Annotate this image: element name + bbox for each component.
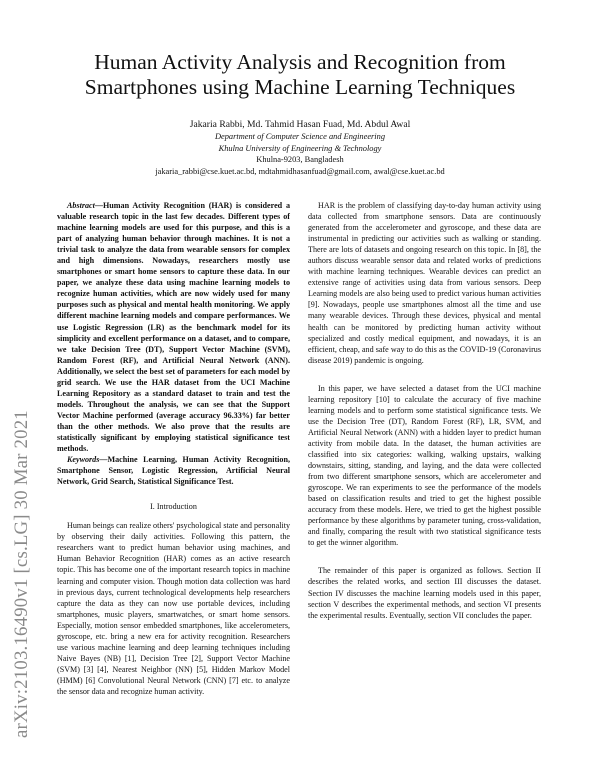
title-line-2: Smartphones using Machine Learning Techniques: [84, 75, 516, 99]
department: Department of Computer Science and Engineering: [214, 132, 386, 141]
keywords-text: —Machine Learning, Human Activity Recognition, Smartphone Sensor, Logistic Regression, Artificial Neural Network, Grid Search, Statistical Significance Test.: [57, 455, 290, 487]
left-column: [57, 200, 290, 697]
intro-paragraph-3: In this paper, we have selected a dataset from the UCI machine learning repository [10] to calculate the accuracy of five machine learning models and to perform some statistical significance tests. We use the Decision Tree (DT), Random Forest (RF), LR, SVM, and Artificial Neural Network (ANN) with a hidden layer to predict human activity from mobile data. In the dataset, the human activities are classified into six categories: walking, walking upstairs, walking downstairs, sitting, standing, and laying, and the data were collected from two different smartphone sensors, which are accelerometer and gyroscope. We ran experiments to see the performance of the models based on classification results and tried to get the highest possible accuracy from these models. Here, we tried to get the highest possible performance by these algorithms by parameter tuning, cross-validation, and finally, comparing the result with two statistical significance tests to get the winner algorithm.: [308, 383, 541, 548]
abstract: [57, 200, 290, 454]
city: Khulna-9203, Bangladesh: [256, 155, 344, 164]
paper-title: [40, 50, 560, 100]
right-column: [308, 200, 541, 621]
abstract-text: —Human Activity Recognition (HAR) is considered a valuable research topic in the last few decades. Different types of machine learning models are used for this purpose, and this is a part of analyzing human behavior through machines. It is not a trivial task to analyze the data from wearable sensors for complex and high dimensions. Nowadays, researchers mostly use smartphones or smart home sensors to capture these data. In our paper, we analyze these data using machine learning models to recognize human activities, which are now widely used for many purposes such as physical and mental health monitoring. We apply different machine learning models and compare performances. We use Logistic Regression (LR) as the benchmark model for its simplicity and excellent performance on a dataset, and to compare, we take Decision Tree (DT), Support Vector Machine (SVM), Random Forest (RF), and Artificial Neural Network (ANN). Additionally, we select the best set of parameters for each model by grid search. We use the HAR dataset from the UCI Machine Learning Repository as a standard dataset to train and test the models. Throughout the analysis, we can see that the Support Vector Machine performed (average accuracy 96.33%) far better than the other methods. We also prove that the results are statistically significant by employing statistical significance test methods.: [57, 201, 290, 454]
intro-paragraph-2: HAR is the problem of classifying day-to-day human activity using data collected from smartphone sensors. Data are continuously generated from the accelerometer and gyroscope, and these data are instrumental in predicting our activities such as walking or standing. There are lots of datasets and ongoing research on this topic. In [8], the authors discuss wearable sensor data and related works of predictions with machine learning techniques. Wearable devices can predict an extensive range of activities using data from various sensors. Deep Learning models are also being used to predict various human activities [9]. Nowadays, people use smartphones almost all the time and use many wearable devices. Through these devices, physical and mental health can be monitored by predicting human activity without specialized and costly medical equipment, and nowadays, it is an efficient, cheap, and safe way to do this as the COVID-19 (Coronavirus disease 2019) pandemic is ongoing.: [308, 201, 541, 365]
section-heading-introduction: I. Introduction: [150, 502, 197, 512]
intro-paragraph-4: The remainder of this paper is organized as follows. Section II describes the related works, and section III discusses the dataset. Section IV discusses the machine learning models used in this paper, section V describes the experimental methods, and section VI presents the experimental results. Eventually, section VII concludes the paper.: [308, 566, 541, 620]
author-emails: jakaria_rabbi@cse.kuet.ac.bd, mdtahmidhasanfuad@gmail.com, awal@cse.kuet.ac.bd: [155, 166, 445, 176]
author-list: Jakaria Rabbi, Md. Tahmid Hasan Fuad, Md. Abdul Awal: [189, 119, 411, 130]
abstract-label: Abstract: [67, 201, 95, 210]
title-line-1: Human Activity Analysis and Recognition from: [94, 50, 506, 74]
keywords-label: Keywords: [67, 455, 100, 465]
intro-paragraph-1: Human beings can realize others' psychological state and personality by observing their daily activities. Following this pattern, the researchers want to predict human behavior using machines, and Human Behavior Recognition (HAR) comes as an active research topic. This has become one of the important research topics in machine learning and computer vision. Though motion data collection was hard in previous days, current technological developments help researchers capture the data as they can now use portable devices, including smartphones, music players, smartwatches, or smart home sensors. Especially, motion sensor embedded smartphones, like accelerometers, gyroscope, etc. bring a new era for activity recognition. Researchers use various machine learning and deep learning techniques including Naive Bayes (NB) [1], Decision Tree [2], Support Vector Machine (SVM) [3] [4], Nearest Neighbor (NN) [5], Hidden Markov Model (HMM) [6] Convolutional Neural Network (CNN) [7] etc. to analyze the sensor data and recognize human activity.: [57, 521, 290, 696]
affiliation-block: [60, 131, 540, 177]
university: Khulna University of Engineering & Technology: [218, 143, 382, 153]
arxiv-sidebar-stamp: arXiv:2103.16490v1 [cs.LG] 30 Mar 2021: [11, 410, 32, 738]
keywords: [57, 454, 290, 487]
